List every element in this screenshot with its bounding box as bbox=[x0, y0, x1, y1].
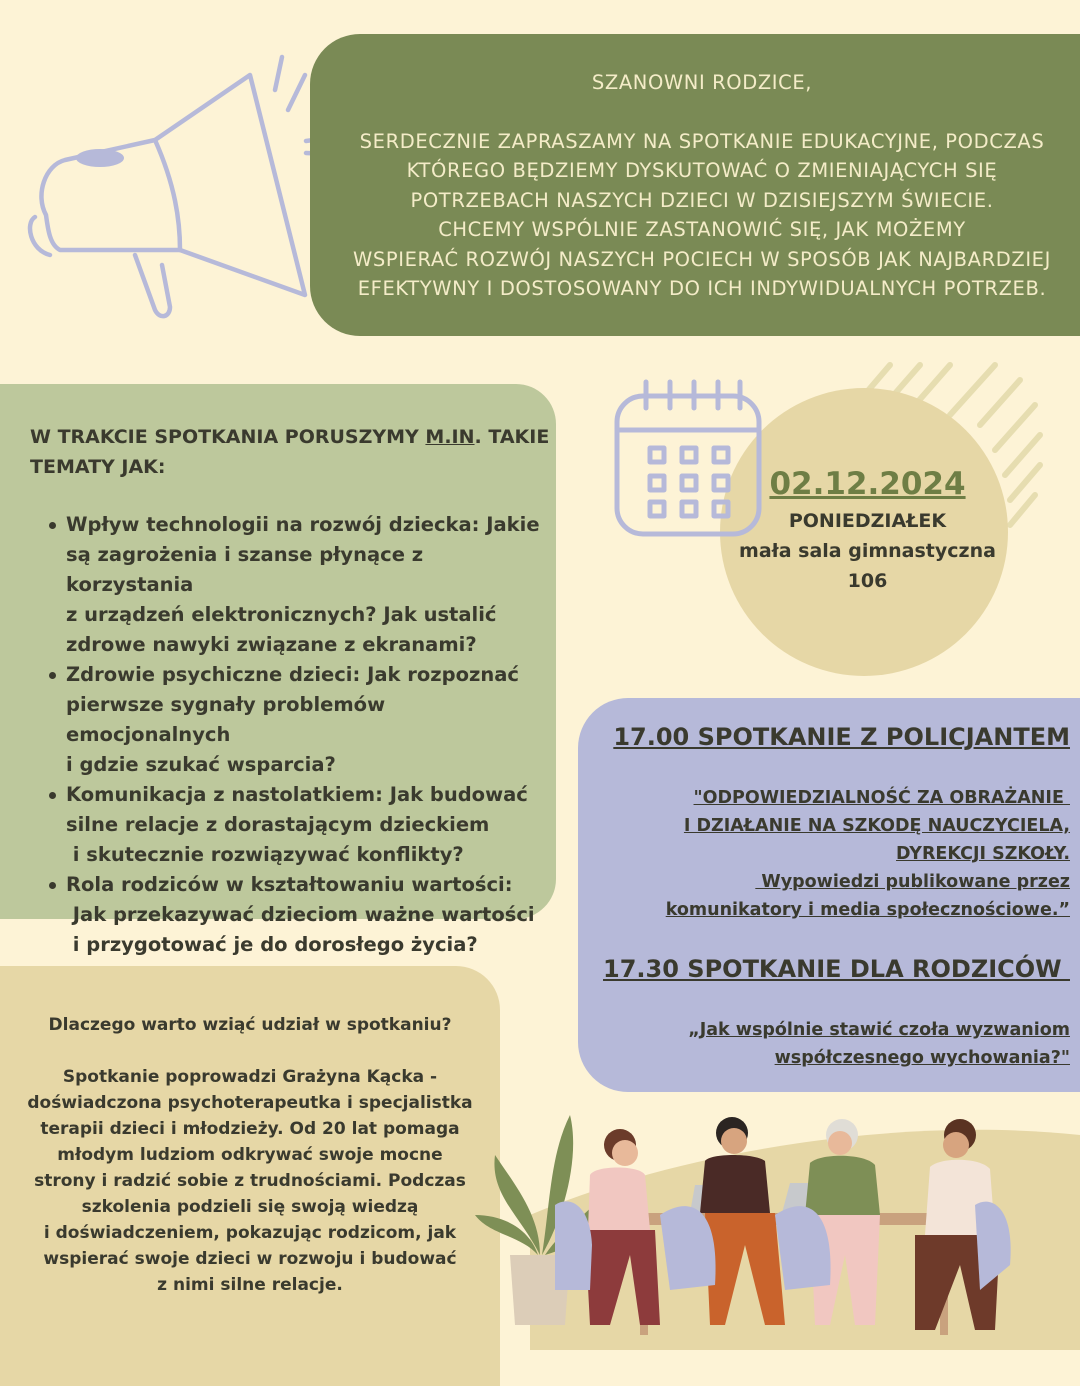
intro-panel bbox=[310, 34, 1080, 336]
topic-item bbox=[66, 660, 552, 780]
megaphone-icon bbox=[20, 45, 350, 345]
why-line: z nimi silne relacje. bbox=[157, 1275, 343, 1295]
meeting-illustration bbox=[470, 1095, 1080, 1350]
topics-heading-abbrev: M.IN bbox=[425, 426, 475, 448]
topic-item bbox=[66, 870, 552, 960]
event-weekday: PONIEDZIAŁEK bbox=[788, 510, 947, 532]
why-line: i doświadczeniem, pokazując rodzicom, jak bbox=[43, 1223, 457, 1243]
topics-heading bbox=[30, 422, 550, 482]
schedule-title-police: 17.00 SPOTKANIE Z POLICJANTEM bbox=[613, 723, 1070, 751]
topic-item bbox=[66, 510, 552, 660]
why-line: wspierać swoje dzieci w rozwoju i budować bbox=[43, 1249, 457, 1269]
intro-line: CHCEMY WSPÓLNIE ZASTANOWIĆ SIĘ, JAK MOŻEMY bbox=[438, 218, 966, 241]
schedule-desc-line: I DZIAŁANIE NA SZKODĘ NAUCZYCIELA, bbox=[683, 816, 1070, 836]
topics-list bbox=[66, 510, 552, 960]
event-room: 106 bbox=[847, 570, 888, 592]
topic-line: Jak przekazywać dzieciom ważne wartości bbox=[66, 903, 535, 926]
intro-line: WSPIERAĆ ROZWÓJ NASZYCH POCIECH W SPOSÓB JAK NAJBARDZIEJ bbox=[353, 247, 1051, 271]
topic-line: i skutecznie rozwiązywać konflikty? bbox=[66, 843, 464, 866]
event-date: 02.12.2024 bbox=[769, 466, 966, 502]
schedule-desc-line: komunikatory i media społecznościowe.” bbox=[665, 900, 1070, 920]
topics-heading-text: . TAKIE TEMATY JAK: bbox=[30, 426, 550, 478]
intro-line: EFEKTYWNY I DOSTOSOWANY DO ICH INDYWIDUALNYCH POTRZEB. bbox=[357, 277, 1047, 300]
topic-line: Wpływ technologii na rozwój dziecka: Jakie bbox=[66, 513, 540, 536]
intro-line: KTÓREGO BĘDZIEMY DYSKUTOWAĆ O ZMIENIAJĄCYCH SIĘ bbox=[406, 159, 998, 182]
why-line: młodym ludziom odkrywać swoje mocne bbox=[57, 1145, 443, 1165]
topic-line: Rola rodziców w kształtowaniu wartości: bbox=[66, 873, 513, 896]
topic-line: silne relacje z dorastającym dzieckiem bbox=[66, 813, 490, 836]
topics-heading-text: W TRAKCIE SPOTKANIA PORUSZYMY bbox=[30, 426, 426, 448]
topics-panel bbox=[0, 384, 556, 956]
why-panel bbox=[0, 966, 500, 1386]
topic-item bbox=[66, 780, 552, 870]
schedule-desc-line: Wypowiedzi publikowane przez bbox=[755, 872, 1070, 892]
event-details bbox=[725, 462, 1010, 596]
schedule-desc-line: „Jak wspólnie stawić czoła wyzwaniom bbox=[688, 1020, 1070, 1040]
why-line: terapii dzieci i młodzieży. Od 20 lat pomaga bbox=[40, 1119, 460, 1139]
why-line: doświadczona psychoterapeutka i specjalistka bbox=[27, 1093, 473, 1113]
schedule-desc-line: DYREKCJI SZKOŁY. bbox=[896, 844, 1070, 864]
topic-line: zdrowe nawyki związane z ekranami? bbox=[66, 633, 477, 656]
topic-line: są zagrożenia i szanse płynące z korzystania bbox=[66, 543, 424, 596]
intro-line: POTRZEBACH NASZYCH DZIECI W DZISIEJSZYM ŚWIECIE. bbox=[410, 188, 994, 212]
why-question: Dlaczego warto wziąć udział w spotkaniu? bbox=[48, 1015, 452, 1035]
why-line: Spotkanie poprowadzi Grażyna Kącka - bbox=[62, 1067, 438, 1087]
schedule-title-parents: 17.30 SPOTKANIE DLA RODZICÓW bbox=[603, 955, 1070, 983]
why-line: strony i radzić sobie z trudnościami. Podczas bbox=[34, 1171, 466, 1191]
topic-line: i gdzie szukać wsparcia? bbox=[66, 753, 336, 776]
topic-line: z urządzeń elektronicznych? Jak ustalić bbox=[66, 603, 497, 626]
event-place: mała sala gimnastyczna bbox=[739, 540, 996, 562]
topic-line: Zdrowie psychiczne dzieci: Jak rozpoznać bbox=[66, 663, 519, 686]
intro-line: SERDECZNIE ZAPRASZAMY NA SPOTKANIE EDUKACYJNE, PODCZAS bbox=[359, 129, 1045, 153]
greeting: SZANOWNI RODZICE, bbox=[591, 71, 813, 94]
topic-line: i przygotować je do dorosłego życia? bbox=[66, 933, 478, 956]
topic-line: pierwsze sygnały problemów emocjonalnych bbox=[66, 693, 386, 746]
topic-line: Komunikacja z nastolatkiem: Jak budować bbox=[66, 783, 528, 806]
schedule-desc-line: "ODPOWIEDZIALNOŚĆ ZA OBRAŻANIE bbox=[693, 788, 1070, 808]
why-description bbox=[22, 1064, 478, 1298]
schedule-panel bbox=[578, 698, 1080, 1092]
why-line: szkolenia podzieli się swoją wiedzą bbox=[81, 1197, 419, 1217]
schedule-desc-line: współczesnego wychowania?" bbox=[774, 1048, 1070, 1068]
